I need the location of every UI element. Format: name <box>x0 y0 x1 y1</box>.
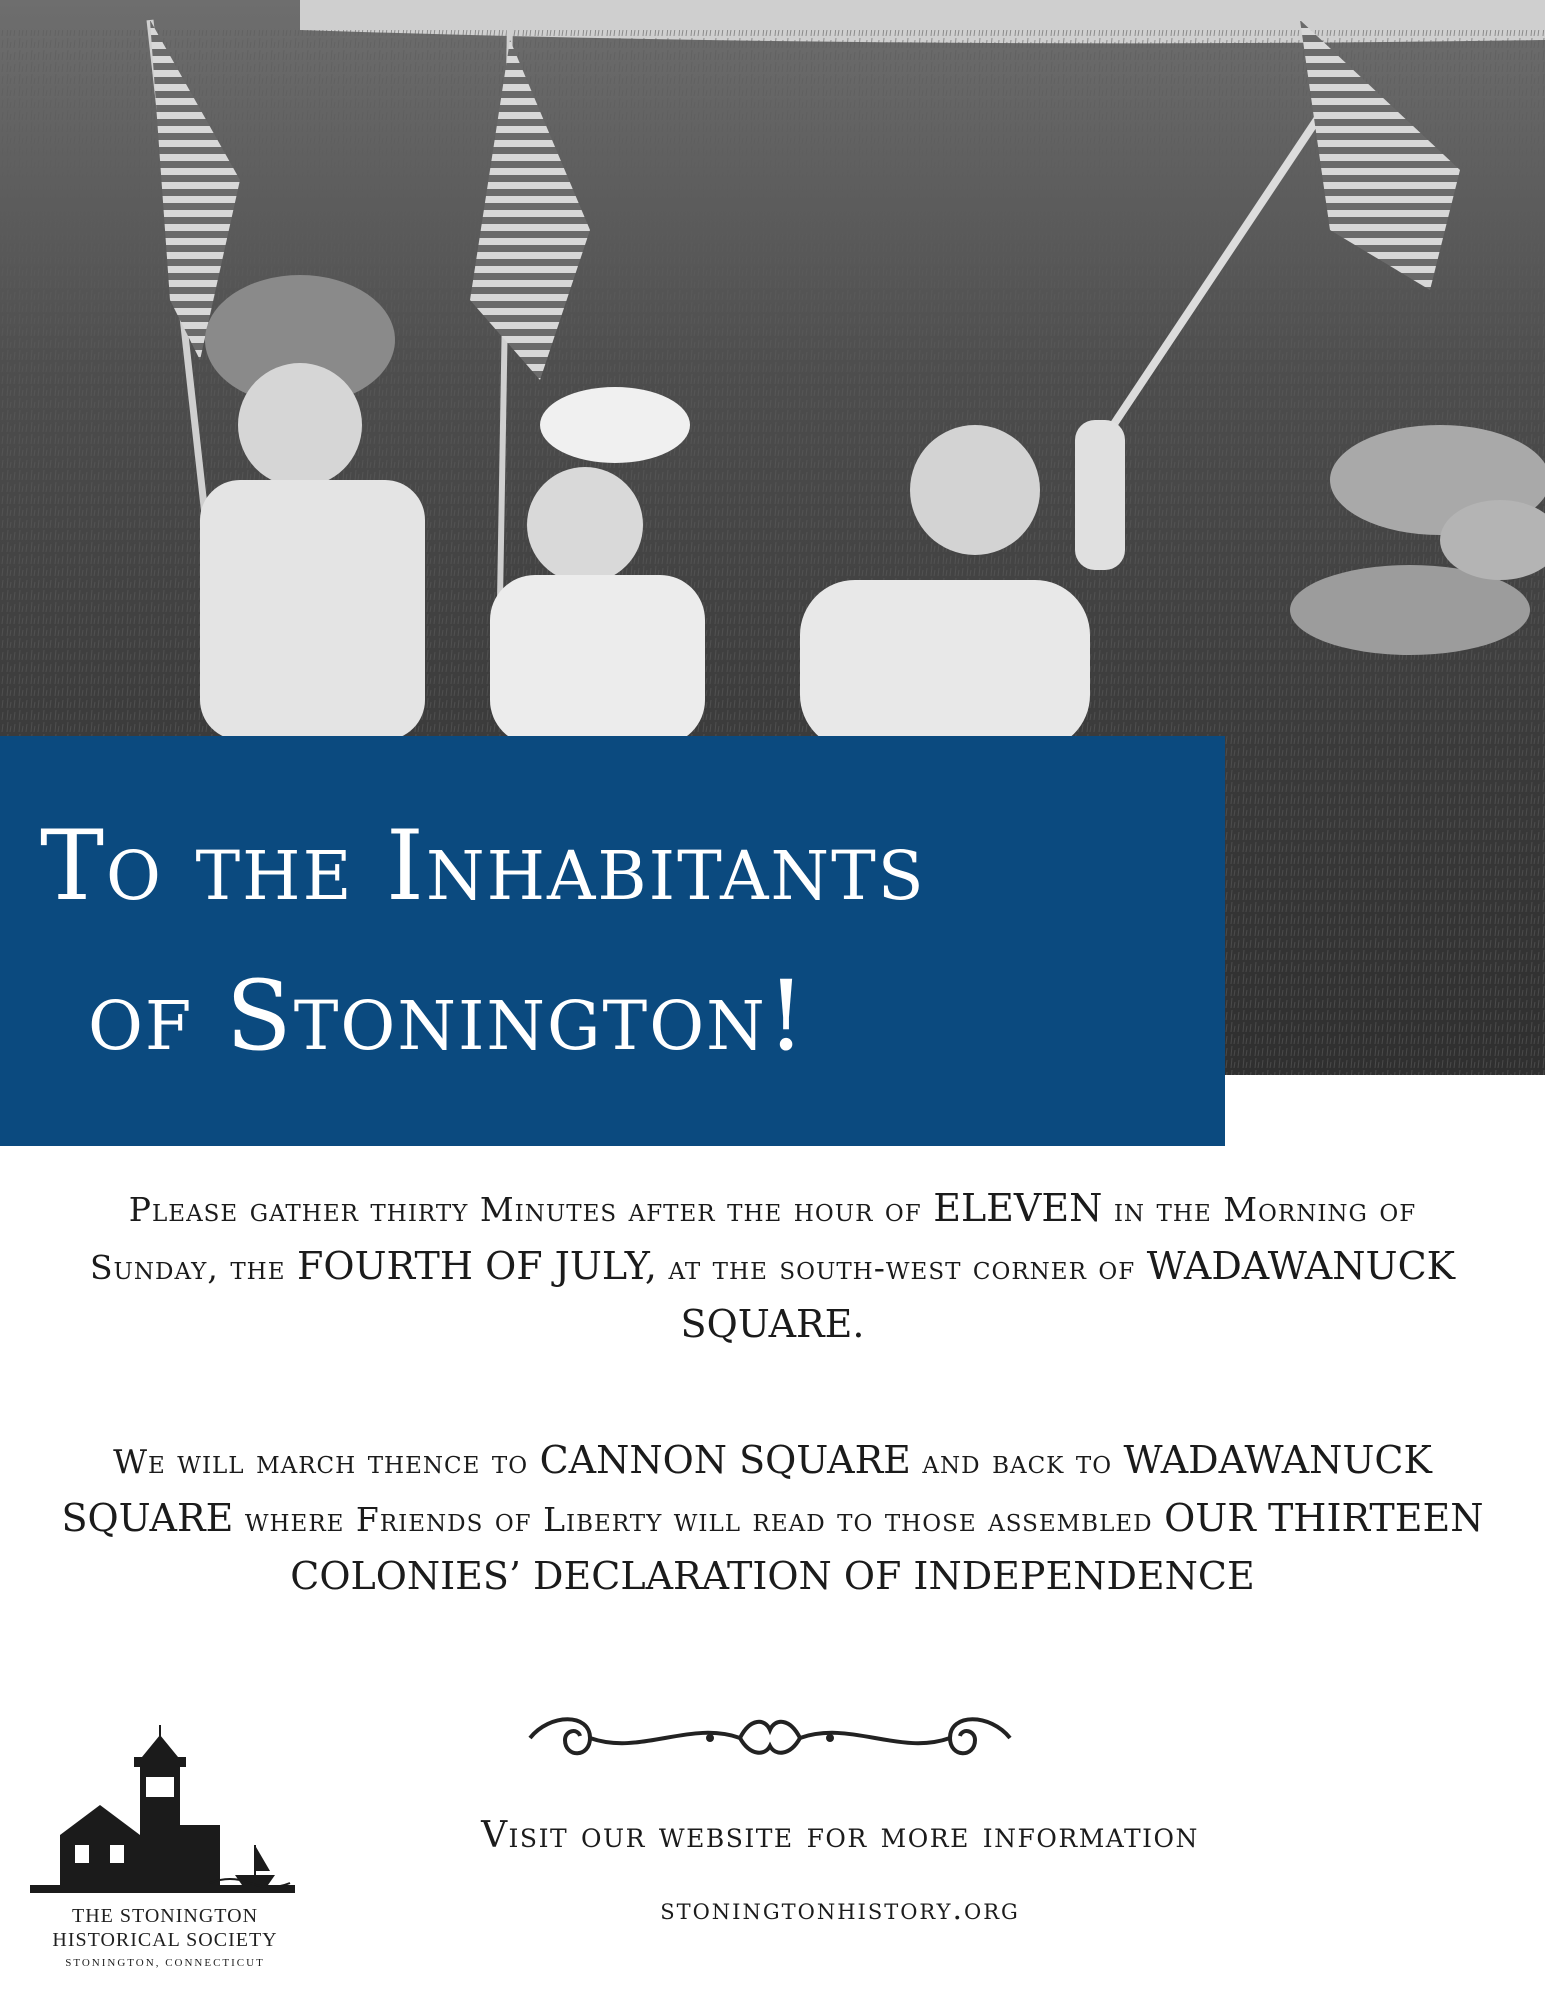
para2-emphasis-2: WADAWANUCK SQUARE <box>61 1438 1432 1540</box>
flourish-divider-icon <box>510 1708 1030 1772</box>
logo-line-1: THE STONINGTON <box>71 1905 259 1927</box>
title-banner <box>0 736 1225 1146</box>
march-paragraph <box>60 1432 1485 1606</box>
title-line-1: To the Inhabitants <box>40 810 926 922</box>
title-line-2: of Stonington! <box>88 960 808 1072</box>
website-link[interactable]: stoningtonhistory.org <box>660 1892 1020 1927</box>
para1-emphasis-2: FOURTH OF JULY, <box>297 1244 657 1288</box>
logo-line-2: HISTORICAL SOCIETY <box>52 1929 278 1951</box>
para1-text-1: Please gather thirty Minutes after the hour of <box>128 1190 934 1229</box>
visit-website-text: Visit our website for more information <box>481 1815 1199 1856</box>
gathering-paragraph <box>60 1180 1485 1354</box>
logo-line-3: STONINGTON, CONNECTICUT <box>65 1957 265 1969</box>
para1-text-3: at the south-west corner of <box>657 1248 1147 1287</box>
para2-emphasis-3: OUR THIRTEEN COLONIES’ DECLARATION OF INDEPENDENCE <box>290 1496 1484 1598</box>
historical-society-logo <box>30 1725 290 1985</box>
para2-text-3: where Friends of Liberty will read to those assembled <box>233 1500 1165 1539</box>
lighthouse-icon <box>30 1725 300 1905</box>
para2-text-2: and back to <box>910 1442 1124 1481</box>
para1-text-2: in the Morning of Sunday, the <box>89 1190 1417 1287</box>
para1-emphasis-1: ELEVEN <box>933 1186 1103 1230</box>
para1-emphasis-3: WADAWANUCK SQUARE. <box>680 1244 1456 1346</box>
para2-emphasis-1: CANNON SQUARE <box>539 1438 911 1482</box>
para2-text-1: We will march thence to <box>113 1442 540 1481</box>
